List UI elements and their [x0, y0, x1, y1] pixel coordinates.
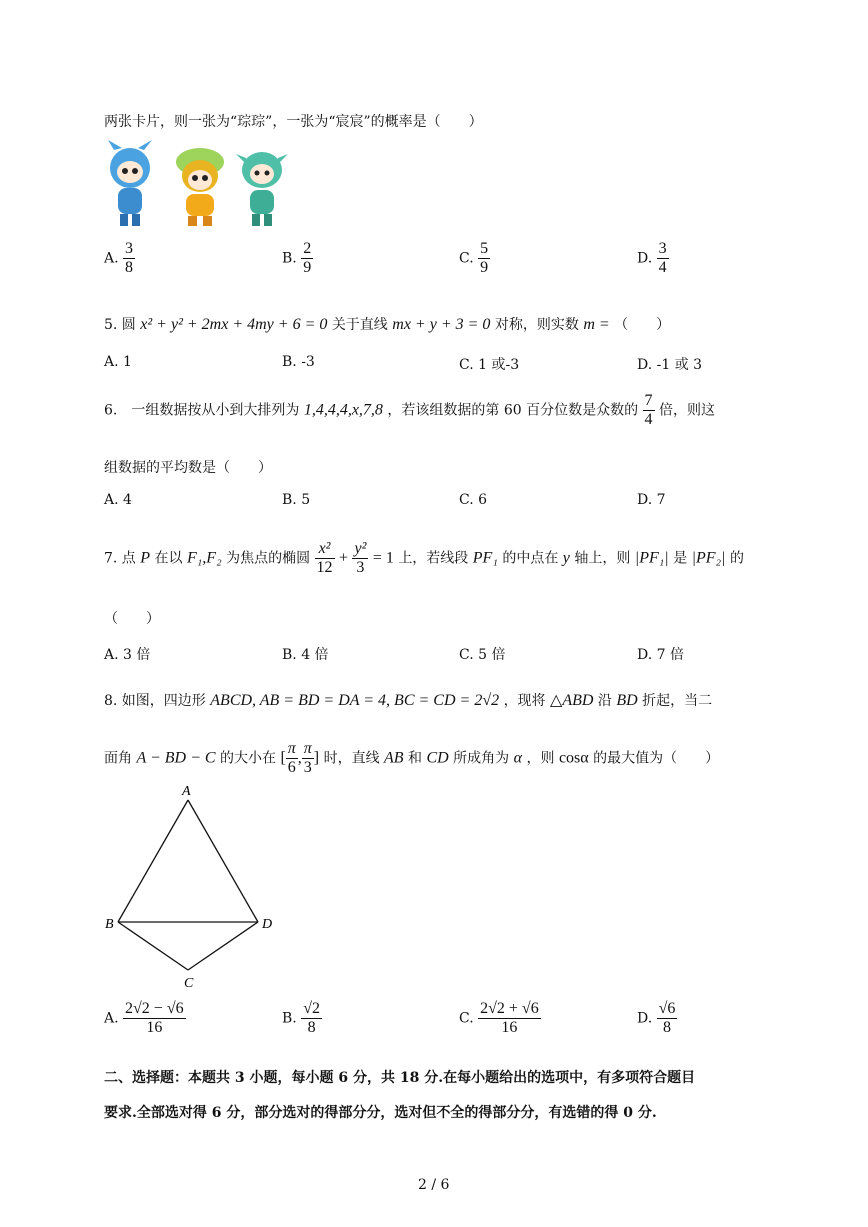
- mascot-image: [100, 140, 300, 230]
- q8-option-b: B. $\frac{√2}{8}$: [282, 1000, 320, 1036]
- page-number: 2 / 6: [418, 1177, 450, 1193]
- fraction: $\frac{\text{y²}}{3}$: [354, 540, 367, 576]
- edge-AD: [188, 800, 258, 922]
- fraction: $\frac{2√2 + √6}{16}$: [480, 1000, 539, 1036]
- q5-option-a: A. 1: [104, 354, 132, 370]
- vertex-label-d: D: [262, 917, 273, 932]
- q8-option-d: D. $\frac{√6}{8}$: [637, 1000, 676, 1036]
- mascot-green: [236, 152, 288, 226]
- fraction: $\frac{\pi}{6}$: [287, 740, 296, 776]
- fraction: $\frac{√6}{8}$: [658, 1000, 676, 1036]
- q4-option-c: C. $\frac{5}{9}$: [459, 240, 489, 276]
- mascot-yellow: [176, 148, 224, 226]
- q4-stem: 两张卡片，则一张为“琮琮”，一张为“宸宸”的概率是（ ）: [104, 114, 483, 130]
- edge-BC: [118, 922, 188, 970]
- q7-stem-line2: （ ）: [104, 611, 160, 627]
- fraction: $\frac{2}{9}$: [303, 240, 312, 276]
- fraction: $\frac{\text{x²}}{12}$: [316, 540, 333, 576]
- q8-stem: 8. 如图，四边形 ABCD, AB = BD = DA = 4, BC = CD = 2√2 ，现将 △ABD 沿 BD 折起，当二: [104, 692, 713, 709]
- fraction: $\frac{√2}{8}$: [303, 1000, 320, 1036]
- section2-instructions-line2: 要求.全部选对得 6 分，部分选对的得部分分，选对但不全的得部分分，有选错的得 0 分.: [104, 1105, 657, 1121]
- fraction: $\frac{2√2 - √6}{16}$: [125, 1000, 184, 1036]
- section2-instructions-line1: 二、选择题：本题共 3 小题，每小题 6 分，共 18 分.在每小题给出的选项中，有多项符合题目: [104, 1070, 696, 1086]
- fraction: $\frac{3}{8}$: [125, 240, 134, 276]
- edge-AB: [118, 800, 188, 922]
- q6-option-b: B. 5: [282, 492, 311, 508]
- q7-option-a: A. 3 倍: [104, 647, 151, 663]
- mascot-blue: [108, 140, 152, 226]
- q4-option-a: A. $\frac{3}{8}$: [104, 240, 134, 276]
- q5-option-c: C. 1 或-3: [459, 357, 520, 373]
- q5-option-b: B. -3: [282, 354, 315, 370]
- vertex-label-a: A: [182, 784, 191, 799]
- q7-option-c: C. 5 倍: [459, 647, 506, 663]
- q6-option-c: C. 6: [459, 492, 488, 508]
- q6-option-d: D. 7: [637, 492, 666, 508]
- q7-option-b: B. 4 倍: [282, 647, 329, 663]
- edge-CD: [188, 922, 258, 970]
- q5-option-d: D. -1 或 3: [637, 357, 703, 373]
- q6-stem-line2: 组数据的平均数是（ ）: [104, 460, 272, 476]
- q8-stem-line2: 面角 A − BD − C 的大小在 [ $\frac{\pi}{6}$ , $\frac{\pi}{3}$ ] 时，直线 AB 和 CD 所成角为 α ，则 cosα 的最大值为（ ）: [104, 740, 720, 776]
- vertex-label-c: C: [184, 976, 194, 991]
- q8-option-a: A. $\frac{2√2 - √6}{16}$: [104, 1000, 184, 1036]
- quadrilateral-figure: [100, 780, 290, 995]
- vertex-label-b: B: [105, 917, 114, 932]
- q6-stem: 6. 一组数据按从小到大排列为 1,4,4,4,x,7,8 ，若该组数据的第 60 百分位数是众数的 $\frac{7}{4}$ 倍，则这: [104, 392, 715, 428]
- q4-option-b: B. $\frac{2}{9}$: [282, 240, 312, 276]
- q5-stem: 5. 圆 x² + y² + 2mx + 4my + 6 = 0 关于直线 mx + y + 3 = 0 对称，则实数 m = （ ）: [104, 316, 671, 333]
- q7-option-d: D. 7 倍: [637, 647, 684, 663]
- fraction: $\frac{7}{4}$: [644, 392, 653, 428]
- fraction: $\frac{\pi}{3}$: [303, 740, 312, 776]
- q8-option-c: C. $\frac{2√2 + √6}{16}$: [459, 1000, 539, 1036]
- fraction: $\frac{5}{9}$: [480, 240, 489, 276]
- fraction: $\frac{3}{4}$: [658, 240, 667, 276]
- q6-option-a: A. 4: [104, 492, 132, 508]
- q4-option-d: D. $\frac{3}{4}$: [637, 240, 667, 276]
- q7-stem: 7. 点 P 在以 F₁,F₂ 为焦点的椭圆 $\frac{\text{x²}}{12}$ + $\frac{\text{y²}}{3}$ = 1 上，若线段 PF₁ 的中点在 y 轴上，则 |PF₁| 是 |PF₂| 的: [104, 540, 744, 576]
